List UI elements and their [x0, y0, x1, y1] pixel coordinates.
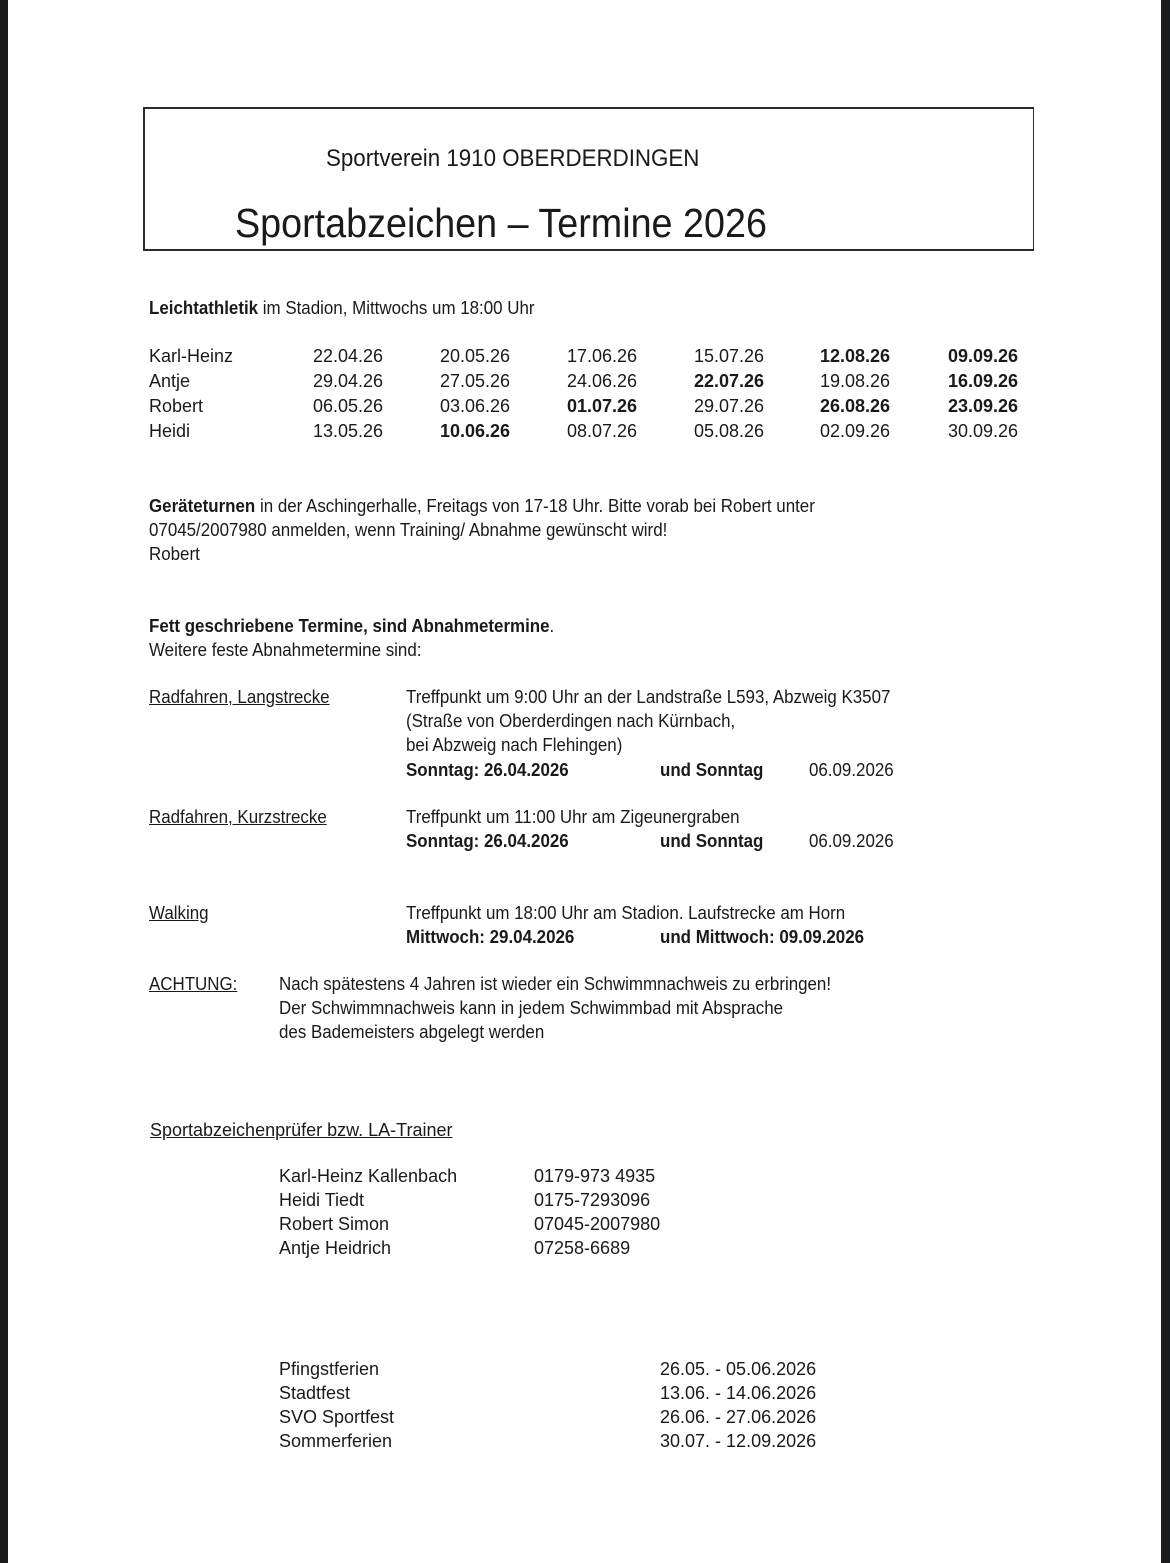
schedule-date: 13.05.26	[313, 421, 384, 441]
achtung-line1: Nach spätestens 4 Jahren ist wieder ein Schwimmnachweis zu erbringen!	[279, 974, 832, 994]
schedule-date: 17.06.26	[567, 346, 638, 366]
holiday-dates: 26.05. - 05.06.2026	[660, 1359, 817, 1379]
holiday-dates: 26.06. - 27.06.2026	[660, 1407, 817, 1427]
holiday-name: Sommerferien	[279, 1431, 393, 1451]
holiday-dates: 30.07. - 12.09.2026	[660, 1431, 817, 1451]
trainer-phone: 0175-7293096	[534, 1190, 651, 1210]
schedule-date: 27.05.26	[440, 371, 511, 391]
kurzstrecke-date1: Sonntag: 26.04.2026	[406, 831, 569, 851]
schedule-row-name: Antje	[149, 371, 191, 391]
leichtathletik-intro	[149, 298, 535, 319]
geraeteturnen-label: Geräteturnen	[149, 496, 256, 516]
schedule-date-abnahme: 09.09.26	[948, 346, 1019, 366]
trainer-name: Karl-Heinz Kallenbach	[279, 1166, 458, 1186]
schedule-date: 06.05.26	[313, 396, 384, 416]
leichtathletik-info: im Stadion, Mittwochs um 18:00 Uhr	[258, 298, 535, 318]
walking-date1: Mittwoch: 29.04.2026	[406, 927, 575, 947]
schedule-date: 29.04.26	[313, 371, 384, 391]
event-label-walking: Walking	[149, 903, 209, 923]
trainers-heading: Sportabzeichenprüfer bzw. LA-Trainer	[150, 1120, 453, 1140]
leichtathletik-label: Leichtathletik	[149, 298, 259, 318]
schedule-date: 05.08.26	[694, 421, 765, 441]
trainer-phone: 0179-973 4935	[534, 1166, 656, 1186]
walking-date2: und Mittwoch: 09.09.2026	[660, 927, 865, 947]
geraeteturnen-line1: Geräteturnen in der Aschingerhalle, Freitags von 17-18 Uhr. Bitte vorab bei Robert unter	[149, 496, 815, 516]
bold-note: Fett geschriebene Termine, sind Abnahmetermine.	[149, 616, 555, 636]
holiday-name: Pfingstferien	[279, 1359, 380, 1379]
schedule-row-name: Robert	[149, 396, 204, 416]
schedule-date-abnahme: 16.09.26	[948, 371, 1019, 391]
schedule-date-abnahme: 01.07.26	[567, 396, 638, 416]
kurzstrecke-line1: Treffpunkt um 11:00 Uhr am Zigeunergraben	[406, 807, 740, 827]
kurzstrecke-date2: 06.09.2026	[809, 831, 894, 851]
more-dates-note: Weitere feste Abnahmetermine sind:	[149, 640, 422, 660]
page-title: Sportabzeichen – Termine 2026	[235, 200, 767, 246]
schedule-date: 29.07.26	[694, 396, 765, 416]
schedule-date-abnahme: 26.08.26	[820, 396, 891, 416]
trainer-name: Robert Simon	[279, 1214, 390, 1234]
walking-line1: Treffpunkt um 18:00 Uhr am Stadion. Laufstrecke am Horn	[406, 903, 846, 923]
event-label-kurzstrecke: Radfahren, Kurzstrecke	[149, 807, 327, 827]
schedule-date: 15.07.26	[694, 346, 765, 366]
trainer-phone: 07258-6689	[534, 1238, 631, 1258]
holiday-name: Stadtfest	[279, 1383, 351, 1403]
schedule-date-abnahme: 23.09.26	[948, 396, 1019, 416]
schedule-date: 30.09.26	[948, 421, 1019, 441]
trainer-name: Heidi Tiedt	[279, 1190, 365, 1210]
langstrecke-date2-label: und Sonntag	[660, 760, 764, 780]
schedule-date: 02.09.26	[820, 421, 891, 441]
langstrecke-date2: 06.09.2026	[809, 760, 894, 780]
schedule-date: 03.06.26	[440, 396, 511, 416]
schedule-date: 22.04.26	[313, 346, 384, 366]
trainer-phone: 07045-2007980	[534, 1214, 661, 1234]
schedule-row-name: Heidi	[149, 421, 191, 441]
schedule-date-abnahme: 22.07.26	[694, 371, 765, 391]
langstrecke-line3: bei Abzweig nach Flehingen)	[406, 735, 623, 755]
langstrecke-line2: (Straße von Oberderdingen nach Kürnbach,	[406, 711, 736, 731]
trainer-name: Antje Heidrich	[279, 1238, 392, 1258]
event-label-langstrecke: Radfahren, Langstrecke	[149, 687, 330, 707]
achtung-line3: des Bademeisters abgelegt werden	[279, 1022, 545, 1042]
club-name: Sportverein 1910 OBERDERDINGEN	[326, 145, 700, 172]
schedule-date: 08.07.26	[567, 421, 638, 441]
geraeteturnen-line3: Robert	[149, 544, 200, 564]
holiday-dates: 13.06. - 14.06.2026	[660, 1383, 817, 1403]
achtung-line2: Der Schwimmnachweis kann in jedem Schwimmbad mit Absprache	[279, 998, 784, 1018]
langstrecke-line1: Treffpunkt um 9:00 Uhr an der Landstraße L593, Abzweig K3507	[406, 687, 891, 707]
kurzstrecke-date2-label: und Sonntag	[660, 831, 764, 851]
schedule-date-abnahme: 10.06.26	[440, 421, 511, 441]
achtung-label: ACHTUNG:	[149, 974, 238, 994]
document-page	[8, 0, 1161, 1563]
schedule-date: 20.05.26	[440, 346, 511, 366]
langstrecke-date1: Sonntag: 26.04.2026	[406, 760, 569, 780]
schedule-date-abnahme: 12.08.26	[820, 346, 891, 366]
holiday-name: SVO Sportfest	[279, 1407, 395, 1427]
geraeteturnen-line2: 07045/2007980 anmelden, wenn Training/ Abnahme gewünscht wird!	[149, 520, 668, 540]
schedule-row-name: Karl-Heinz	[149, 346, 234, 366]
schedule-date: 19.08.26	[820, 371, 891, 391]
schedule-date: 24.06.26	[567, 371, 638, 391]
